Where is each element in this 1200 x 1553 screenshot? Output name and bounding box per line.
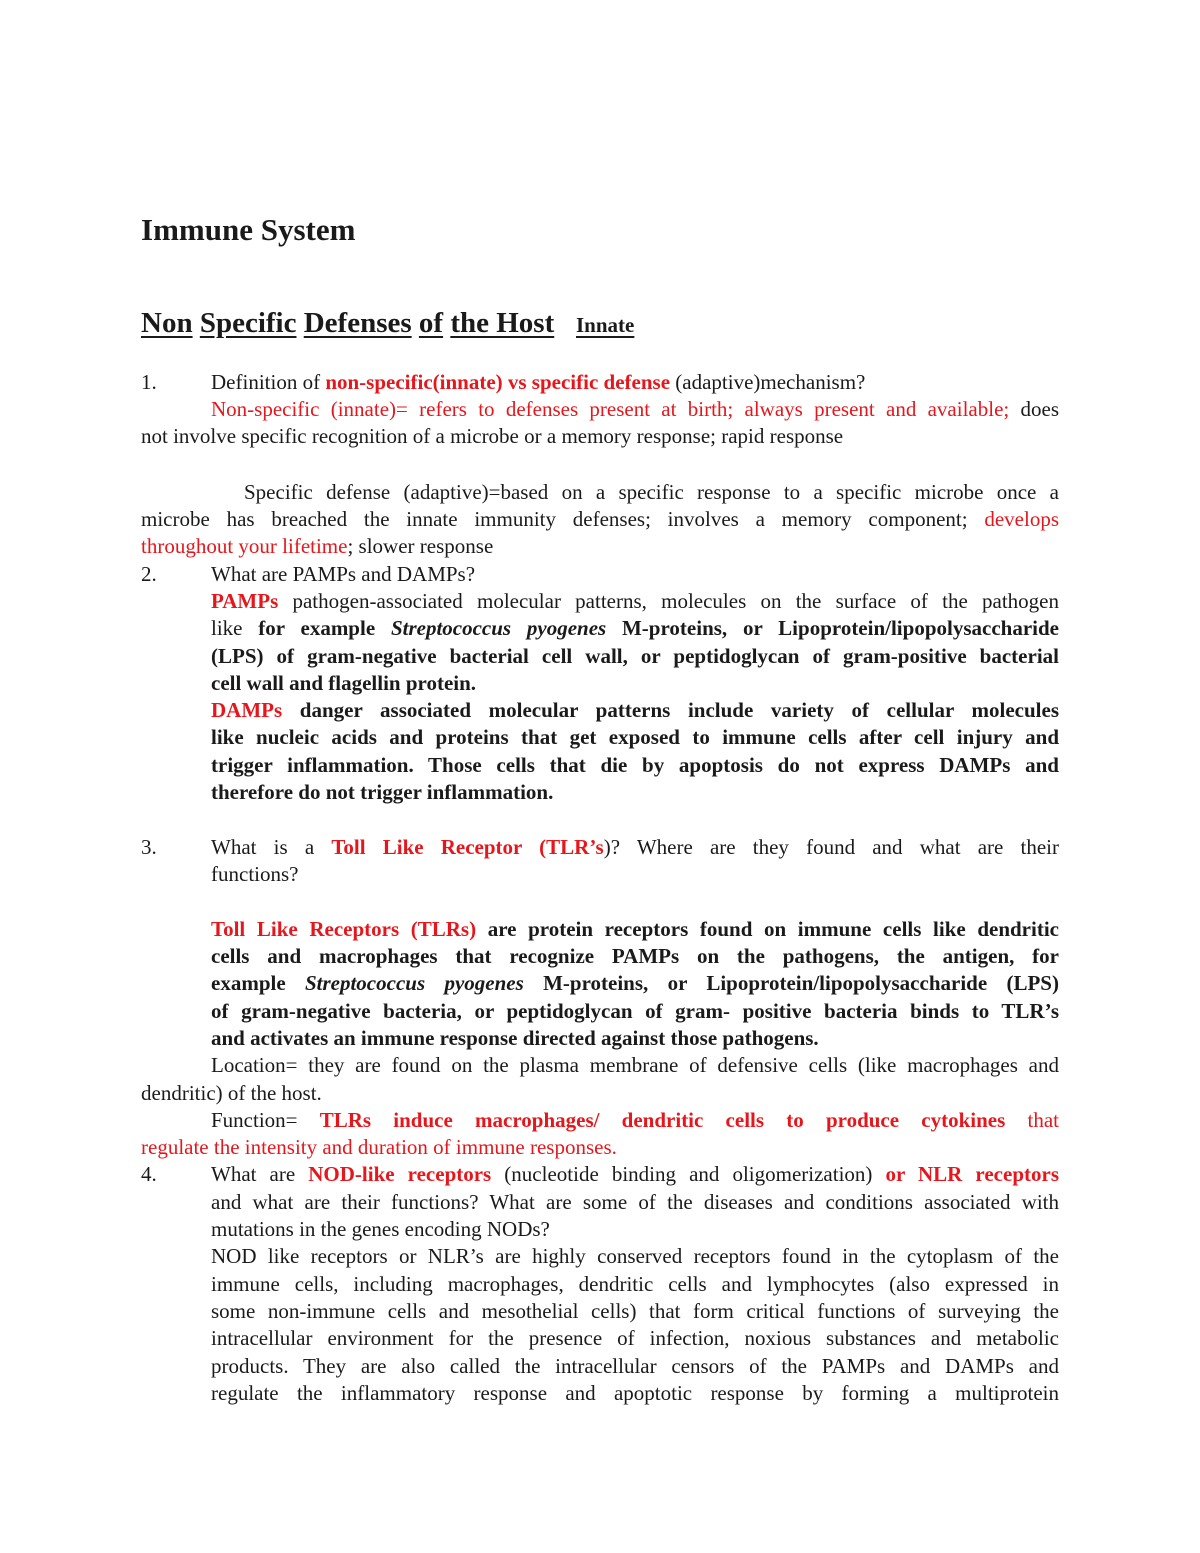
highlight-term: Toll Like Receptor (TLR’s (331, 835, 604, 859)
heading-word: of (418, 307, 444, 339)
heading-word: Defenses (303, 307, 412, 339)
text-run: does (1009, 397, 1060, 421)
answer-line: (LPS) of gram-negative bacterial cell wall, or peptidoglycan of gram-positive bacterial (211, 644, 1059, 668)
answer-line: cell wall and flagellin protein. (211, 671, 477, 695)
answer-line (211, 399, 1059, 420)
question-line: and what are their functions? What are some of the diseases and conditions associated with (211, 1190, 1059, 1214)
text-run: (nucleotide binding and oligomerization) (491, 1162, 886, 1186)
answer-line (141, 509, 1059, 530)
text-run: pathogen-associated molecular patterns, molecules on the surface of the pathogen (278, 589, 1059, 613)
answer-line: regulate the inflammatory response and apoptotic response by forming a multiprotein (211, 1381, 1059, 1405)
highlight-term: NOD-like receptors (308, 1162, 492, 1186)
text-run: Definition of (211, 370, 326, 394)
answer-line (211, 973, 1059, 994)
answer-line: Location= they are found on the plasma membrane of defensive cells (like macrophages and (211, 1053, 1059, 1077)
species-name: Streptococcus pyogenes (304, 971, 524, 995)
text-run: are protein receptors found on immune cells like dendritic (476, 917, 1059, 941)
highlight-term: DAMPs (211, 698, 283, 722)
heading-tag: Innate (576, 313, 635, 337)
answer-line: intracellular environment for the presence of infection, noxious substances and metabolic (211, 1326, 1059, 1350)
text-run: ; slower response (347, 534, 494, 558)
answer-line: and activates an immune response directed against those pathogens. (211, 1026, 819, 1050)
answer-line (211, 700, 1059, 721)
answer-line: trigger inflammation. Those cells that die by apoptosis do not express DAMPs and (211, 753, 1059, 777)
item-number: 4. (141, 1162, 157, 1186)
highlight-term: non-specific(innate) vs specific defense (325, 370, 671, 394)
highlight-text: that (1005, 1108, 1059, 1132)
text-run: microbe has breached the innate immunity defenses; involves a memory component; (141, 507, 985, 531)
item-number: 1. (141, 370, 157, 394)
section-heading (141, 309, 634, 338)
answer-line: regulate the intensity and duration of immune responses. (141, 1135, 617, 1159)
answer-line: products. They are also called the intracellular censors of the PAMPs and DAMPs and (211, 1354, 1059, 1378)
answer-line: cells and macrophages that recognize PAMPs on the pathogens, the antigen, for (211, 944, 1059, 968)
answer-line (211, 919, 1059, 940)
answer-line: NOD like receptors or NLR’s are highly conserved receptors found in the cytoplasm of the (211, 1244, 1059, 1268)
question-line: functions? (211, 862, 299, 886)
answer-line: of gram-negative bacteria, or peptidoglycan of gram- positive bacteria binds to TLR’s (211, 999, 1059, 1023)
question-line (211, 837, 1059, 858)
text-run: danger associated molecular patterns include variety of cellular molecules (282, 698, 1059, 722)
highlight-text: develops (984, 507, 1059, 531)
highlight-term: or NLR receptors (885, 1162, 1059, 1186)
question-line (211, 1164, 1059, 1185)
answer-line: therefore do not trigger inflammation. (211, 780, 554, 804)
answer-line (211, 618, 1059, 639)
page-title: Immune System (141, 212, 356, 247)
heading-word: Specific (199, 307, 297, 339)
text-run: Function= (211, 1108, 320, 1132)
highlight-text: throughout your lifetime (141, 534, 348, 558)
answer-line: Specific defense (adaptive)=based on a specific response to a specific microbe once a (244, 480, 1059, 504)
text-run: example (211, 971, 305, 995)
answer-line (141, 536, 493, 557)
question-line: mutations in the genes encoding NODs? (211, 1217, 550, 1241)
text-run: )? Where are they found and what are their (603, 835, 1059, 859)
text-run: (adaptive)mechanism? (670, 370, 866, 394)
item-number: 3. (141, 835, 157, 859)
answer-line: not involve specific recognition of a microbe or a memory response; rapid response (141, 424, 844, 448)
heading-word: the Host (450, 307, 555, 339)
question-line: What are PAMPs and DAMPs? (211, 562, 476, 586)
answer-line: immune cells, including macrophages, dendritic cells and lymphocytes (also expressed in (211, 1272, 1059, 1296)
bold-text: M-proteins, or Lipoprotein/lipopolysaccharide (606, 616, 1059, 640)
text-run: What are (211, 1162, 309, 1186)
highlight-term: TLRs induce macrophages/ dendritic cells to produce cytokines (319, 1108, 1006, 1132)
answer-line: dendritic) of the host. (141, 1081, 322, 1105)
species-name: Streptococcus pyogenes (390, 616, 607, 640)
highlight-term: PAMPs (211, 589, 279, 613)
text-run: like (211, 616, 259, 640)
highlight-text: Non-specific (innate)= refers to defenses present at birth; always present and available; (211, 397, 1010, 421)
answer-line: some non-immune cells and mesothelial cells) that form critical functions of surveying the (211, 1299, 1059, 1323)
text-run: What is a (211, 835, 332, 859)
text-run: M-proteins, or Lipoprotein/lipopolysaccharide (LPS) (523, 971, 1059, 995)
answer-line: like nucleic acids and proteins that get exposed to immune cells after cell injury and (211, 725, 1059, 749)
highlight-term: Toll Like Receptors (TLRs) (211, 917, 477, 941)
bold-text: for example (258, 616, 391, 640)
heading-word: Non (141, 307, 193, 339)
item-number: 2. (141, 562, 157, 586)
question-line (211, 372, 865, 393)
answer-line (211, 591, 1059, 612)
answer-line (211, 1110, 1059, 1131)
